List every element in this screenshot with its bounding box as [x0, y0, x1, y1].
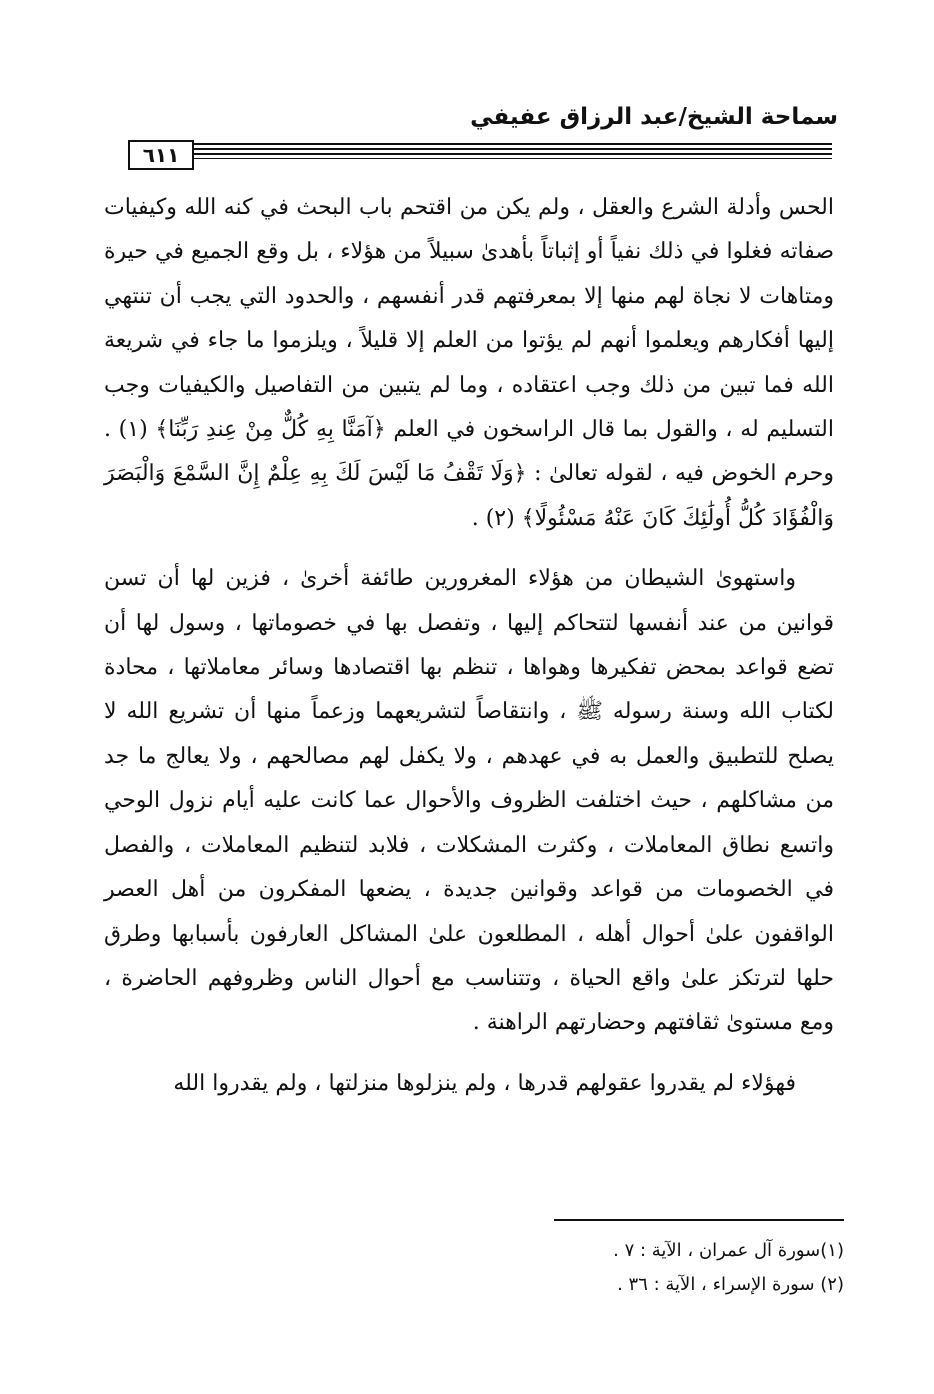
- header-rule-line: [174, 153, 832, 155]
- header-rule-line: [174, 158, 832, 159]
- paragraph-3-text: فهؤلاء لم يقدروا عقولهم قدرها ، ولم ينزلوها منزلتها ، ولم يقدروا الله: [173, 1070, 796, 1096]
- main-text: [104, 186, 834, 1106]
- page-number: ٦١١: [128, 140, 194, 170]
- footnote-separator: [554, 1219, 844, 1221]
- header-rule-line: [174, 143, 832, 145]
- footnotes: [244, 1234, 844, 1302]
- header-rule-line: [174, 148, 832, 150]
- paragraph-2-text: واستهوىٰ الشيطان من هؤلاء المغرورين طائفة أخرىٰ ، فزين لها أن تسن قوانين من عند أنفسها لتتحاكم إليها ، وتفصل بها في خصوماتها ، وسول لها أن تضع قواعد بمحض تفكيرها وهواها ، تنظم بها اقتصادها وسائر معاملاتها ، محادة لكتاب الله وسنة رسوله ﷺ ، وانتقاصاً لتشريعهما وزعماً منها أن تشريع الله لا يصلح للتطبيق والعمل به في عهدهم ، ولا يكفل لهم مصالحهم ، ولا يعالج ما جد من مشاكلهم ، حيث اختلفت الظروف والأحوال عما كانت عليه أيام نزول الوحي واتسع نطاق المعاملات ، وكثرت المشكلات ، فلابد لتنظيم المعاملات ، والفصل في الخصومات من قواعد وقوانين جديدة ، يضعها المفكرون من أهل العصر الواقفون علىٰ أحوال أهله ، المطلعون علىٰ المشاكل العارفون بأسبابها وطرق حلها لترتكز علىٰ واقع الحياة ، وتتناسب مع أحوال الناس وظروفهم الحاضرة ، ومع مستوىٰ ثقافتهم وحضارتهم الراهنة .: [104, 566, 834, 1036]
- paragraph-3: [104, 1062, 834, 1106]
- paragraph-2: [104, 557, 834, 1045]
- footnote-2: (٢) سورة الإسراء ، الآية : ٣٦ .: [617, 1274, 844, 1295]
- paragraph-1: الحس وأدلة الشرع والعقل ، ولم يكن من اقتحم باب البحث في كنه الله وكيفيات صفاته فغلوا في ذلك نفياً أو إثباتاً بأهدىٰ سبيلاً من هؤلاء ، بل وقع الجميع في حيرة ومتاهات لا نجاة لهم منها إلا بمعرفتهم قدر أنفسهم ، والحدود التي يجب أن تنتهي إليها أفكارهم ويعلموا أنهم لم يؤتوا من العلم إلا قليلاً ، ويلزموا ما جاء في شريعة الله فما تبين من ذلك وجب اعتقاده ، وما لم يتبين من التفاصيل والكيفيات وجب التسليم له ، والقول بما قال الراسخون في العلم ﴿آمَنَّا بِهِ كُلٌّ مِنْ عِندِ رَبِّنَا﴾ (١) . وحرم الخوض فيه ، لقوله تعالىٰ : ﴿وَلَا تَقْفُ مَا لَيْسَ لَكَ بِهِ عِلْمٌ إِنَّ السَّمْعَ وَالْبَصَرَ وَالْفُؤَادَ كُلُّ أُولَٰئِكَ كَانَ عَنْهُ مَسْئُولًا﴾ (٢) .: [104, 195, 834, 531]
- header-rule: [104, 140, 832, 168]
- footnote-1: (١)سورة آل عمران ، الآية : ٧ .: [613, 1240, 844, 1261]
- running-header-title: سماحة الشيخ/عبد الرزاق عفيفي: [470, 104, 838, 130]
